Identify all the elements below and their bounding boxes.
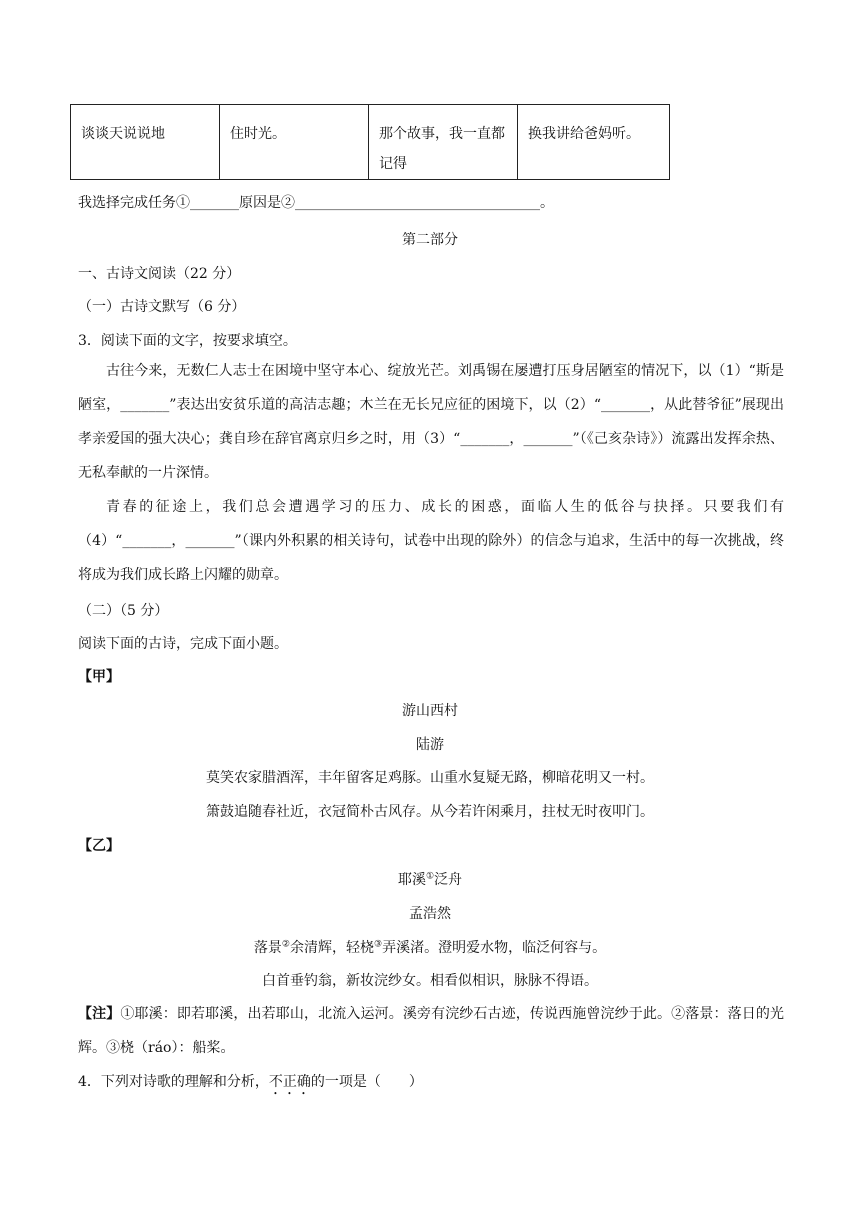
label-yi: 【乙】: [78, 838, 120, 854]
table-cell: 换我讲给爸妈听。: [518, 105, 670, 180]
part-heading: 第二部分: [402, 232, 458, 248]
question-4: [78, 1071, 782, 1098]
poem-line: 白首垂钓翁，新妆浣纱女。相看似相识，脉脉不得语。: [262, 973, 598, 989]
footnote-marker: ③: [374, 939, 383, 950]
table-cell: 谈谈天说说地: [71, 105, 220, 180]
poem-line: [0, 937, 860, 957]
poem-text: 弄溪渚。澄明爱水物，临泛何容与。: [382, 940, 607, 956]
poem-line: 莫笑农家腊酒浑，丰年留客足鸡豚。山重水复疑无路，柳暗花明又一村。: [206, 770, 654, 786]
poem-author: 陆游: [416, 737, 444, 753]
task-choice-line: 我选择完成任务①_______原因是②___________________________________。: [78, 195, 554, 211]
question-3: 3．阅读下面的文字，按要求填空。: [78, 333, 297, 349]
annotation: [78, 997, 784, 1065]
poem-title-part: 泛舟: [434, 872, 463, 888]
reading-instruction: 阅读下面的古诗，完成下面小题。: [78, 636, 288, 652]
footnote-marker: ①: [425, 871, 435, 882]
fill-blank-paragraph-1: 古往今来，无数仁人志士在困境中坚守本心、绽放光芒。刘禹锡在屡遭打压身居陋室的情况下，以（1）“斯是陋室，_______”表达出安贫乐道的高洁志趣；木兰在无长兄应征的困境下，以（2）“_______，从此替爷征”展现出孝亲爱国的强大决心；龚自珍在辞官离京归乡之时，用（3）“_______，_______”（《己亥杂诗》）流露出发挥余热、无私奉献的一片深情。: [78, 363, 784, 481]
question-4-text: 的一项是（ ）: [310, 1074, 423, 1090]
annotation-text: ①耶溪：即若耶溪，出若耶山，北流入运河。溪旁有浣纱石古迹，传说西施曾浣纱于此。②落景：落日的光辉。③桡（ráo）：船桨。: [78, 1006, 785, 1056]
section-heading: 一、古诗文阅读（22 分）: [78, 266, 241, 282]
poem-title: [0, 869, 860, 889]
table-cell: 住时光。: [220, 105, 369, 180]
poem-text: 落景: [253, 940, 282, 956]
poem-line: 箫鼓追随春社近，衣冠简朴古风存。从今若许闲乘月，拄杖无时夜叩门。: [206, 804, 654, 820]
table-row: [71, 105, 670, 180]
poem-text: 余清辉，轻桡: [290, 940, 374, 956]
poem-title: 游山西村: [402, 703, 458, 719]
poem-author: 孟浩然: [409, 906, 451, 922]
annotation-label: 【注】: [78, 1006, 121, 1022]
task-table: [70, 104, 670, 180]
subsection-heading: （二）（5 分）: [78, 603, 169, 619]
fill-blank-paragraph-2: 青春的征途上，我们总会遭遇学习的压力、成长的困惑，面临人生的低谷与抉择。只要我们有（4）“_______，_______”（课内外积累的相关诗句，试卷中出现的除外）的信念与追求，生活中的每一次挑战，终将成为我们成长路上闪耀的勋章。: [78, 499, 784, 583]
table-cell: 那个故事，我一直都记得: [369, 105, 518, 180]
subsection-heading: （一）古诗文默写（6 分）: [78, 299, 246, 315]
footnote-marker: ②: [281, 939, 290, 950]
question-4-text: 4．下列对诗歌的理解和分析，: [78, 1074, 269, 1090]
poem-title-part: 耶溪: [397, 872, 426, 888]
emphasis-text: 不正确: [268, 1074, 311, 1090]
label-jia: 【甲】: [78, 669, 120, 685]
